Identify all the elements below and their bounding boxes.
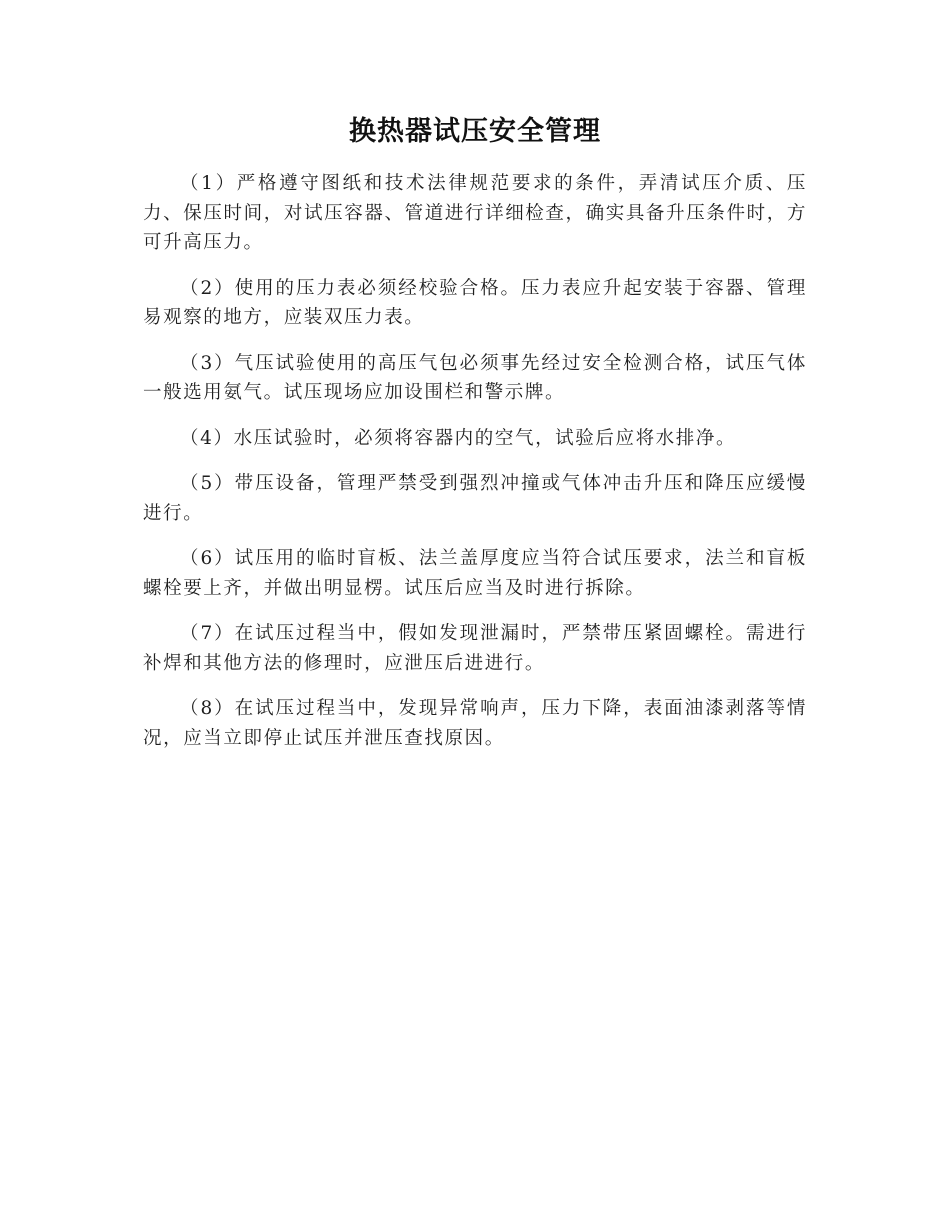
paragraph-8: （8）在试压过程当中，发现异常响声，压力下降，表面油漆剥落等情况，应当立即停止试压并泄压查找原因。	[143, 698, 807, 749]
document-title: 换热器试压安全管理	[349, 116, 601, 147]
paragraph-4: （4）水压试验时，必须将容器内的空气，试验后应将水排净。	[180, 427, 737, 449]
paragraph-3: （3）气压试验使用的高压气包必须事先经过安全检测合格，试压气体一般选用氨气。试压现场应加设围栏和警示牌。	[143, 352, 807, 403]
paragraph-2: （2）使用的压力表必须经校验合格。压力表应升起安装于容器、管理易观察的地方，应装双压力表。	[143, 277, 807, 328]
paragraph-1: （1）严格遵守图纸和技术法律规范要求的条件，弄清试压介质、压力、保压时间，对试压容器、管道进行详细检查，确实具备升压条件时，方可升高压力。	[143, 173, 807, 253]
paragraph-5: （5）带压设备，管理严禁受到强烈冲撞或气体冲击升压和降压应缓慢进行。	[143, 473, 807, 524]
document-body	[143, 169, 807, 769]
paragraph-6: （6）试压用的临时盲板、法兰盖厚度应当符合试压要求，法兰和盲板螺栓要上齐，并做出明显楞。试压后应当及时进行拆除。	[143, 548, 807, 599]
paragraph-7: （7）在试压过程当中，假如发现泄漏时，严禁带压紧固螺栓。需进行补焊和其他方法的修理时，应泄压后进进行。	[143, 623, 807, 674]
